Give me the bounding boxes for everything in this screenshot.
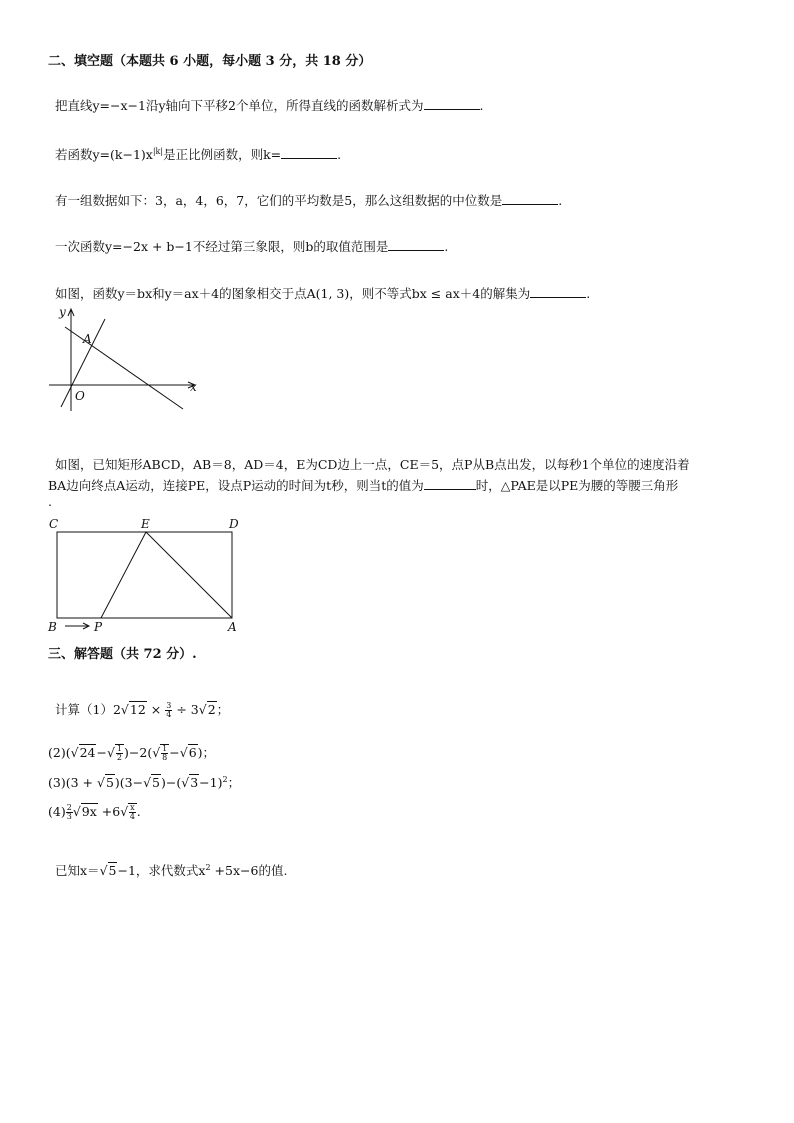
question-5-text: 如图，函数y＝bx和y＝ax＋4的图象相交于点A(1, 3)，则不等式bx ≤ ax＋4的解集为: [55, 286, 531, 301]
question-4: [55, 237, 448, 255]
calc-part-1: 计算（1）2√12 × $\frac{3}{4}$ ÷ 3√2；: [55, 701, 230, 719]
answer-blank[interactable]: [281, 146, 337, 159]
fraction: $\frac{1}{8}$: [162, 744, 168, 762]
radicand: 3: [190, 775, 199, 790]
answer-blank[interactable]: [502, 192, 558, 205]
radicand: 12: [129, 702, 146, 717]
exponent: |k|: [152, 146, 164, 156]
period: .: [444, 239, 449, 254]
answer-blank[interactable]: [530, 285, 586, 298]
radicand: 24: [79, 745, 96, 760]
fraction: $\frac{2}{3}$: [66, 803, 72, 821]
figure-rectangle: [45, 515, 245, 635]
segment-ea: [146, 532, 232, 618]
question-5: [55, 284, 590, 302]
fraction: $\frac{3}{4}$: [166, 701, 172, 719]
label-e: E: [141, 517, 150, 531]
radicand: 6: [188, 745, 197, 760]
final-question: 已知x＝√5−1，求代数式$x^2 +5x-6$的值.: [55, 862, 288, 878]
question-1-text: 把直线y=−x−1沿y轴向下平移2个单位，所得直线的函数解析式为: [55, 98, 424, 113]
calc-part-2: (2)(√24−√ $\frac{1}{2}$ )−2(√ $\frac{1}{8}$ −√6)；: [48, 744, 216, 762]
question-2: [55, 145, 341, 163]
answer-blank[interactable]: [424, 477, 476, 490]
period: .: [558, 193, 563, 208]
section-heading-answer: 三、解答题（共 72 分）.: [48, 647, 197, 662]
question-6-text-b: 时，△PAE是以PE为腰的等腰三角形: [475, 478, 679, 493]
question-3: [55, 191, 562, 209]
question-2-text-b: 是正比例函数，则k=: [163, 147, 282, 162]
question-1: [55, 96, 484, 114]
answer-blank[interactable]: [388, 238, 444, 251]
coefficient: 2: [112, 702, 121, 717]
times-sign: ×: [150, 702, 162, 717]
radicand: 5: [152, 775, 160, 790]
question-6-line-1: 如图，已知矩形ABCD，AB＝8，AD＝4，E为CD边上一点，CE＝5，点P从B点出发，以每秒1个单位的速度沿着: [55, 457, 690, 472]
radicand: 9x: [81, 804, 97, 819]
label-a: A: [228, 620, 237, 634]
label-b: B: [48, 620, 57, 634]
period: .: [586, 286, 591, 301]
question-6-line-2: [48, 476, 678, 494]
point-a-label: A: [83, 332, 92, 346]
origin-label: O: [75, 389, 85, 403]
semicolon: ；: [216, 702, 230, 717]
radicand: 5: [108, 863, 117, 878]
label-c: C: [49, 517, 59, 531]
period: .: [479, 98, 484, 113]
question-4-text: 一次函数y=−2x + b−1不经过第三象限，则b的取值范围是: [55, 239, 389, 254]
figure-function-graph: [45, 303, 205, 415]
period: .: [337, 147, 342, 162]
question-6-line-3: .: [48, 494, 52, 509]
segment-pe: [101, 532, 146, 618]
y-axis-label: y: [59, 305, 66, 319]
radicand: 5: [105, 775, 114, 790]
calc-part-4: (4) $\frac{2}{3}$ √9x +6√ $\frac{x}{4}$ .: [48, 803, 141, 821]
fraction: $\frac{1}{2}$: [116, 744, 123, 762]
exponent: 2: [222, 774, 228, 784]
exponent: 2: [205, 862, 211, 872]
x-axis-label: x: [190, 380, 197, 394]
question-6-text-a: BA边向终点A运动，连接PE，设点P运动的时间为t秒，则当t的值为: [48, 478, 424, 493]
divide-term: ÷ 3: [176, 702, 199, 717]
label-d: D: [229, 517, 239, 531]
question-2-text: 若函数y=(k−1)x: [55, 147, 153, 162]
section-heading-fill-blank: 二、填空题（本题共 6 小题，每小题 3 分，共 18 分）: [48, 54, 372, 69]
rectangle-abcd: [57, 532, 232, 618]
label-p: P: [94, 620, 103, 634]
calc-part-3: $(3)(3 + √5)(3-√5)-(√3-1)^2$；: [48, 774, 241, 790]
fraction: $\frac{x}{4}$: [129, 803, 135, 821]
radicand: 2: [207, 702, 216, 717]
question-3-text: 有一组数据如下：3，a，4，6，7，它们的平均数是5，那么这组数据的中位数是: [55, 193, 503, 208]
answer-blank[interactable]: [424, 97, 480, 110]
calc-intro: 计算（1）: [55, 702, 113, 717]
